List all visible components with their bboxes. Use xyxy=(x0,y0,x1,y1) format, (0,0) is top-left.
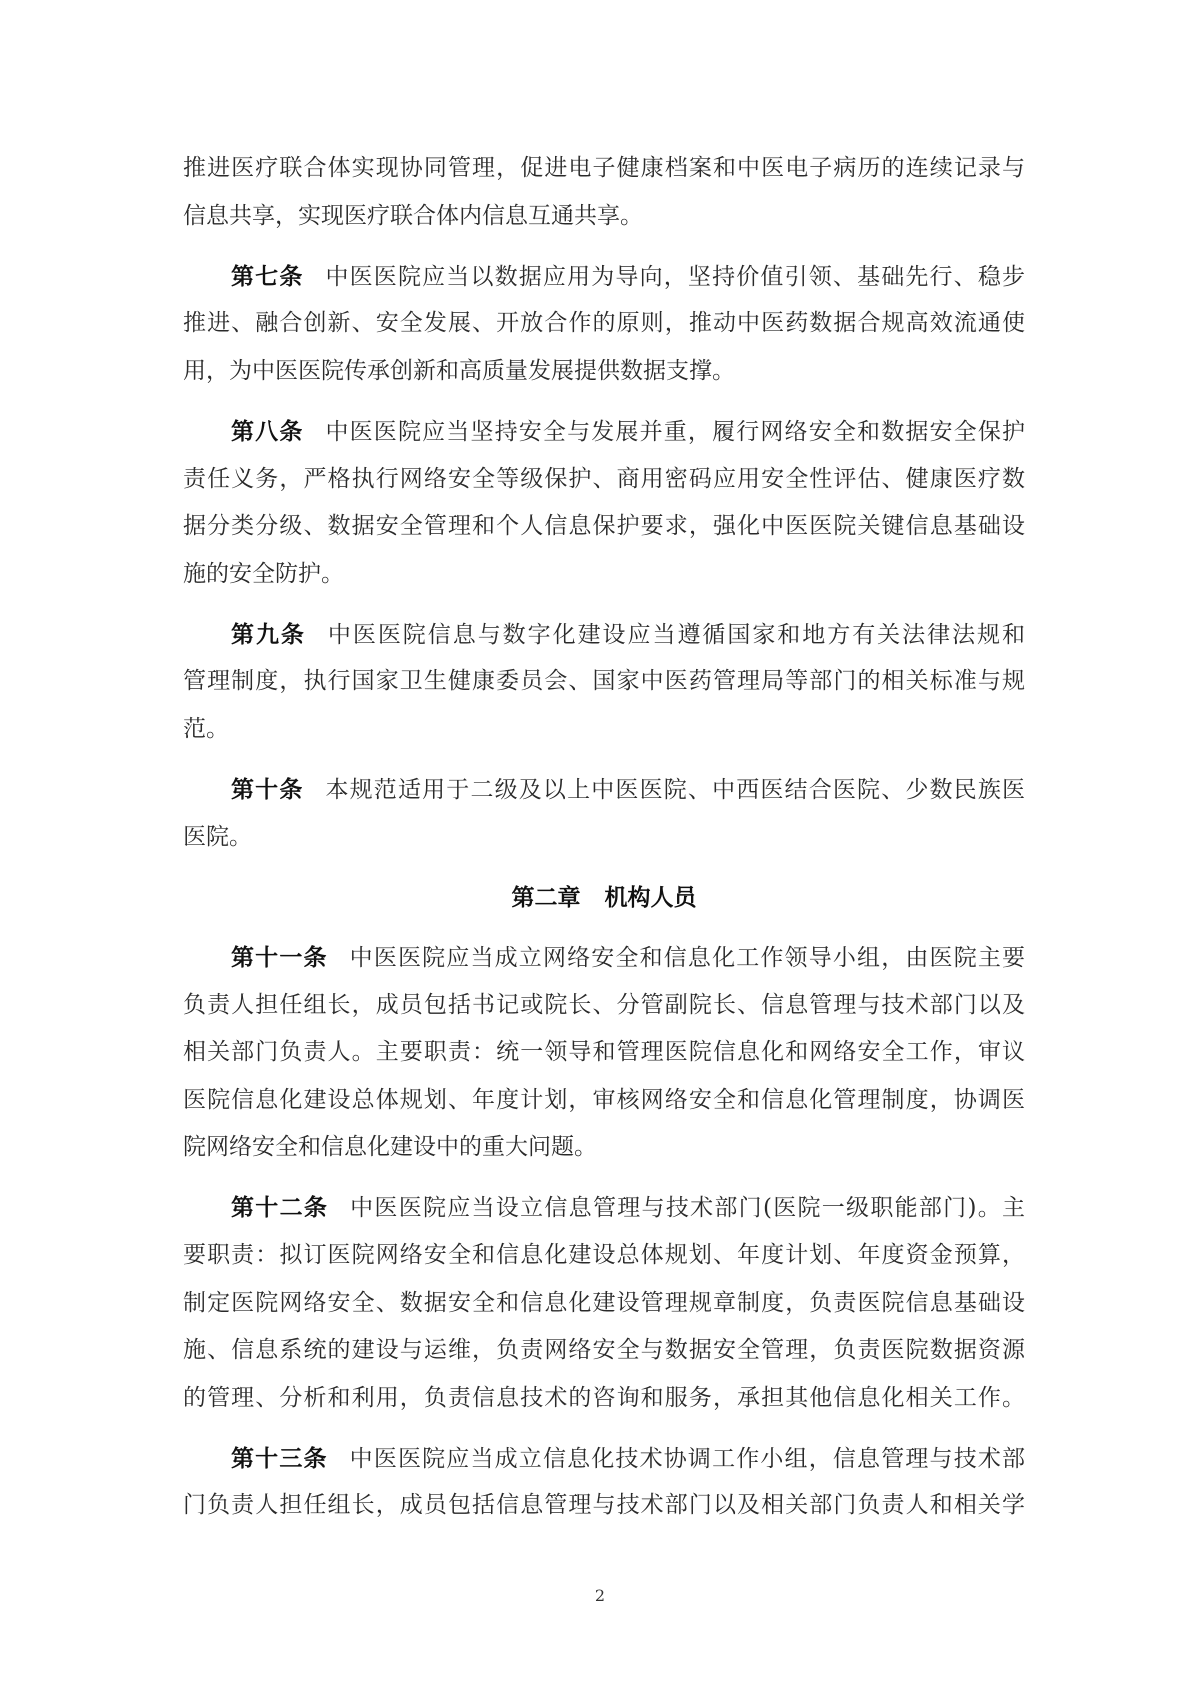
text-line: 相关部门负责人。主要职责：统一领导和管理医院信息化和网络安全工作，审议 xyxy=(183,1039,1025,1066)
text-line: 的管理、分析和利用，负责信息技术的咨询和服务，承担其他信息化相关工作。 xyxy=(183,1384,1025,1411)
text-line: 范。 xyxy=(183,716,229,743)
text-line: 中医医院信息与数字化建设应当遵循国家和地方有关法律法规和 xyxy=(327,621,1026,648)
text-line: 中医医院应当以数据应用为导向，坚持价值引领、基础先行、稳步 xyxy=(325,263,1026,290)
text-line: 据分类分级、数据安全管理和个人信息保护要求，强化中医医院关键信息基础设 xyxy=(183,513,1025,540)
text-line: 要职责：拟订医院网络安全和信息化建设总体规划、年度计划、年度资金预算， xyxy=(183,1241,1025,1268)
article-heading: 第十三条 xyxy=(231,1444,328,1472)
article-11 xyxy=(183,934,1025,1172)
article-9 xyxy=(183,611,1025,754)
text-line: 中医医院应当坚持安全与发展并重，履行网络安全和数据安全保护 xyxy=(325,418,1026,445)
text-line: 用，为中医医院传承创新和高质量发展提供数据支撑。 xyxy=(183,357,735,384)
article-heading: 第十条 xyxy=(231,776,304,804)
paragraph-continuation xyxy=(183,145,1025,240)
document-body xyxy=(183,145,1025,1530)
text-line: 医院信息化建设总体规划、年度计划，审核网络安全和信息化管理制度，协调医 xyxy=(183,1086,1025,1113)
text-line: 责任义务，严格执行网络安全等级保护、商用密码应用安全性评估、健康医疗数 xyxy=(183,465,1025,492)
chapter-title: 机构人员 xyxy=(604,883,697,911)
text-line: 施、信息系统的建设与运维，负责网络安全与数据安全管理，负责医院数据资源 xyxy=(183,1337,1025,1364)
chapter-number: 第二章 xyxy=(511,883,581,911)
text-line: 推进医疗联合体实现协同管理，促进电子健康档案和中医电子病历的连续记录与 xyxy=(183,155,1025,181)
text-line: 推进、融合创新、安全发展、开放合作的原则，推动中医药数据合规高效流通使 xyxy=(183,310,1025,337)
article-8 xyxy=(183,408,1025,598)
text-line: 管理制度，执行国家卫生健康委员会、国家中医药管理局等部门的相关标准与规 xyxy=(183,668,1025,695)
text-line: 中医医院应当成立信息化技术协调工作小组，信息管理与技术部 xyxy=(349,1445,1026,1472)
chapter-heading xyxy=(183,874,1025,922)
text-line: 门负责人担任组长，成员包括信息管理与技术部门以及相关部门负责人和相关学 xyxy=(183,1492,1025,1519)
text-line: 施的安全防护。 xyxy=(183,560,344,587)
article-heading: 第十二条 xyxy=(231,1194,329,1222)
text-line: 负责人担任组长，成员包括书记或院长、分管副院长、信息管理与技术部门以及 xyxy=(183,991,1025,1018)
article-heading: 第九条 xyxy=(231,620,306,648)
text-line: 医院。 xyxy=(183,823,252,850)
article-12 xyxy=(183,1184,1025,1422)
text-line: 中医医院应当成立网络安全和信息化工作领导小组，由医院主要 xyxy=(349,944,1026,971)
page-number: 2 xyxy=(594,1586,606,1605)
article-heading: 第八条 xyxy=(231,417,304,445)
text-line: 院网络安全和信息化建设中的重大问题。 xyxy=(183,1134,597,1161)
text-line: 信息共享，实现医疗联合体内信息互通共享。 xyxy=(183,202,643,229)
article-13 xyxy=(183,1435,1025,1530)
article-7 xyxy=(183,253,1025,396)
text-line: 制定医院网络安全、数据安全和信息化建设管理规章制度，负责医院信息基础设 xyxy=(183,1289,1025,1316)
article-10 xyxy=(183,766,1025,861)
article-heading: 第十一条 xyxy=(231,943,328,971)
article-heading: 第七条 xyxy=(231,262,304,290)
text-line: 中医医院应当设立信息管理与技术部门(医院一级职能部门)。主 xyxy=(350,1195,1026,1222)
text-line: 本规范适用于二级及以上中医医院、中西医结合医院、少数民族医 xyxy=(325,777,1026,804)
